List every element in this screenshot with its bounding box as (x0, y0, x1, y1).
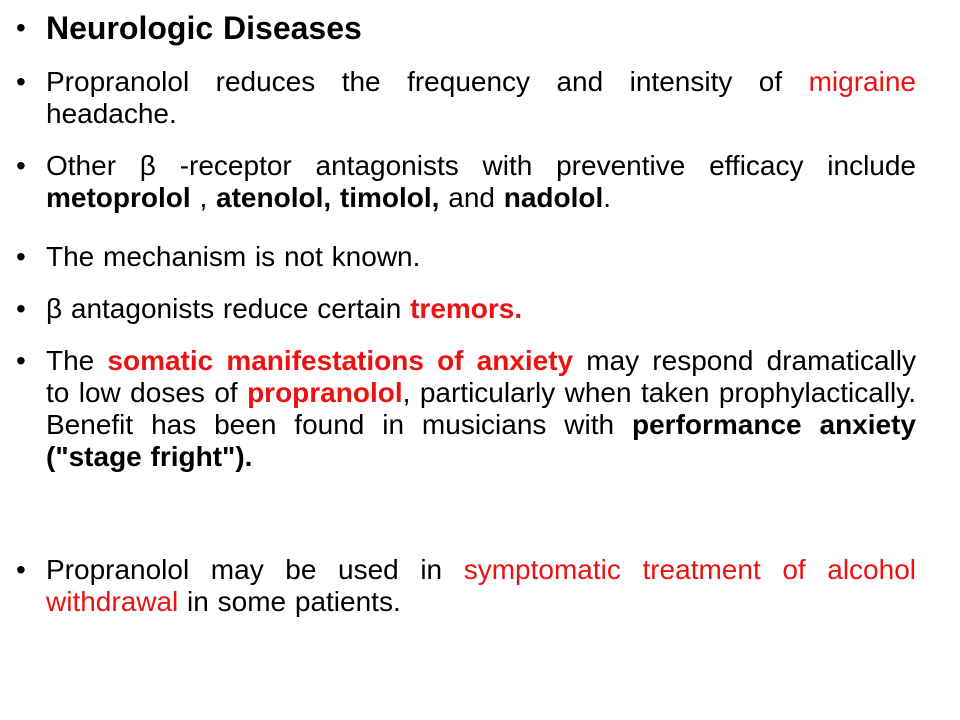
bullet-dot: • (16, 293, 26, 324)
bullet-dot: • (16, 554, 26, 585)
drug-list: atenolol, timolol, (216, 182, 440, 213)
drug-metoprolol: metoprolol (46, 182, 191, 213)
text-segment: headache. (46, 98, 177, 129)
highlight-somatic-anxiety: somatic manifestations of anxiety (107, 345, 574, 376)
text-segment: . (603, 182, 612, 213)
highlight-migraine: migraine (808, 66, 916, 97)
text-segment: β antagonists reduce certain (46, 293, 411, 324)
bullet-item-tremors (16, 293, 916, 325)
text-segment: The (46, 345, 108, 376)
bullet-text (46, 150, 916, 214)
bullet-text (46, 554, 916, 618)
text-segment: The mechanism is not known. (46, 241, 421, 272)
bullet-dot: • (16, 12, 26, 43)
bullet-item-anxiety (16, 345, 916, 473)
text-segment: in some patients. (178, 586, 401, 617)
text-segment: and (439, 182, 504, 213)
bullet-dot: • (16, 241, 26, 272)
performance-anxiety: performance anxiety (632, 409, 917, 440)
text-segment: Other β -receptor antagonists with preventive efficacy include (46, 150, 916, 181)
bullet-item-heading (16, 8, 916, 48)
bullet-item-other-antagonists (16, 150, 916, 214)
bullet-item-mechanism (16, 241, 916, 273)
text-segment: Propranolol may be used in (46, 554, 464, 585)
bullet-dot: • (16, 150, 26, 181)
bullet-dot: • (16, 66, 26, 97)
text-segment: , particularly when taken prophylactically. Benefit has been found in musicians with (46, 377, 916, 440)
text-segment: may respond dramatically to low doses of (46, 345, 916, 408)
bullet-dot: • (16, 345, 26, 376)
heading-text: Neurologic Diseases (46, 10, 362, 46)
highlight-tremors: tremors. (410, 293, 523, 324)
bullet-text (46, 241, 916, 273)
bullet-text (46, 293, 916, 325)
bullet-item-migraine (16, 66, 916, 130)
stage-fright: ("stage fright"). (46, 441, 253, 472)
slide-heading (46, 8, 916, 48)
drug-nadolol: nadolol (503, 182, 604, 213)
highlight-propranolol: propranolol (247, 377, 403, 408)
bullet-text (46, 345, 916, 473)
bullet-item-alcohol (16, 554, 916, 618)
highlight-alcohol-withdrawal: symptomatic treatment of alcohol withdrawal (46, 554, 916, 617)
text-segment: Propranolol reduces the frequency and intensity of (46, 66, 809, 97)
text-segment: , (190, 182, 217, 213)
bullet-text (46, 66, 916, 130)
